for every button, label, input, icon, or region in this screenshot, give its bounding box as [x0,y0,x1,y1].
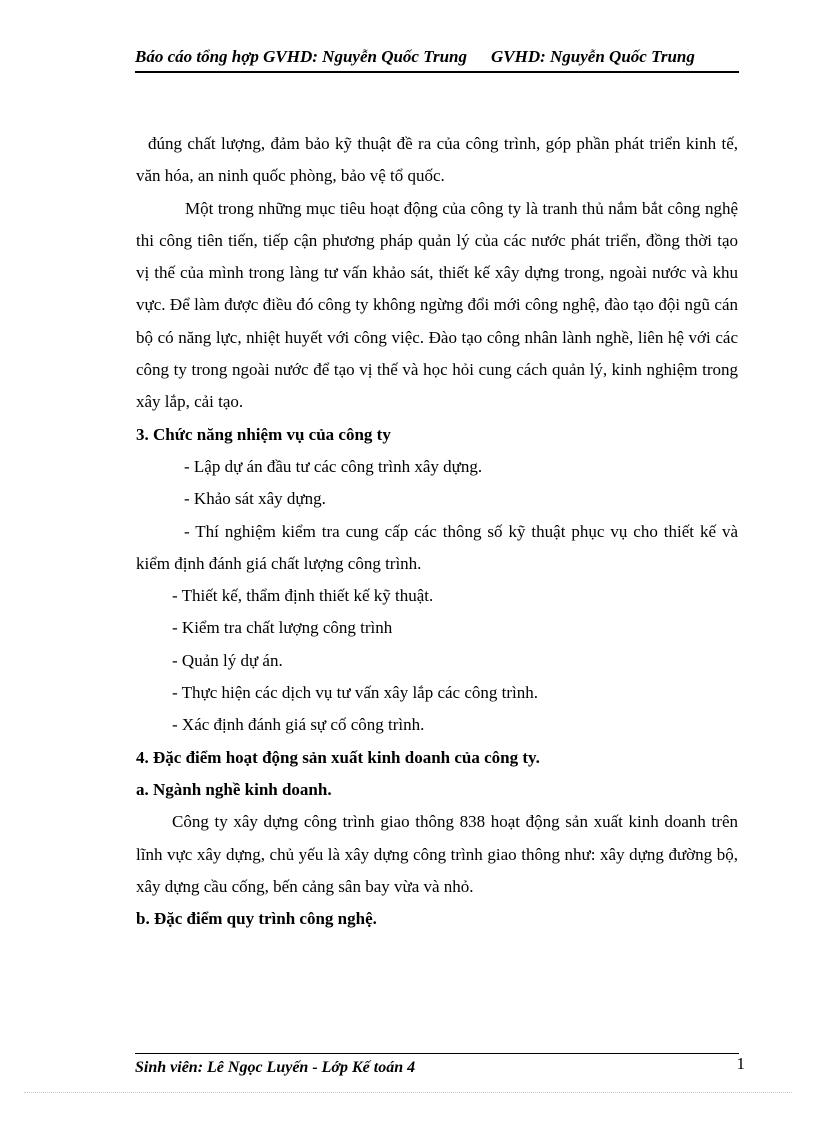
list-item: - Thí nghiệm kiểm tra cung cấp các thông số kỹ thuật phục vụ cho thiết kế và kiểm định đánh giá chất lượng công trình. [136,521,738,573]
list-item: - Thiết kế, thẩm định thiết kế kỹ thuật. [172,586,434,606]
section-heading-4: 4. Đặc điểm hoạt động sản xuất kinh doanh của công ty. [136,747,540,767]
list-item: - Quản lý dự án. [172,650,283,670]
list-item: - Kiểm tra chất lượng công trình [172,618,393,638]
document-body [136,128,738,935]
page-number: 1 [736,1054,745,1073]
list-item: - Xác định đánh giá sự cố công trình. [172,715,425,735]
list-item: - Lập dự án đầu tư các công trình xây dựng. [184,456,483,476]
list-item: - Khảo sát xây dựng. [184,489,326,509]
subsection-heading-b: b. Đặc điểm quy trình công nghệ. [136,909,377,929]
footer-student: Sinh viên: Lê Ngọc Luyến - Lớp Kế toán 4 [135,1059,416,1076]
paragraph-1: đúng chất lượng, đảm bảo kỹ thuật đề ra của công trình, góp phần phát triển kinh tế, văn hóa, an ninh quốc phòng, bảo vệ tổ quốc. [136,134,738,186]
header-advisor: GVHD: Nguyễn Quốc Trung [491,47,695,66]
header-title: Báo cáo tổng hợp GVHD: Nguyễn Quốc Trung [135,47,467,66]
paragraph-2: Một trong những mục tiêu hoạt động của công ty là tranh thủ nắm bắt công nghệ thi công tiên tiến, tiếp cận phương pháp quản lý của các nước phát triển, đồng thời tạo vị thế của mình trong làng tư vấn khảo sát, thiết kế xây dựng trong, ngoài nước và khu vực. Để làm được điều đó công ty không ngừng đổi mới công nghệ, đào tạo đội ngũ cán bộ có năng lực, nhiệt huyết với công việc. Đào tạo công nhân lành nghề, liên hệ với các công ty trong ngoài nước để tạo vị thế và học hỏi cung cách quản lý, kinh nghiệm trong xây lắp, cải tạo. [136,198,738,412]
section-heading-3: 3. Chức năng nhiệm vụ của công ty [136,424,391,444]
page-header [135,46,739,73]
page-footer [135,1053,745,1078]
list-item: - Thực hiện các dịch vụ tư vấn xây lắp các công trình. [172,683,539,703]
subsection-heading-a: a. Ngành nghề kinh doanh. [136,779,332,799]
page-bottom-divider [24,1092,792,1093]
paragraph-3: Công ty xây dựng công trình giao thông 838 hoạt động sản xuất kinh doanh trên lĩnh vực xây dựng, chủ yếu là xây dựng công trình giao thông như: xây dựng đường bộ, xây dựng cầu cống, bến cảng sân bay vừa và nhỏ. [136,812,738,896]
